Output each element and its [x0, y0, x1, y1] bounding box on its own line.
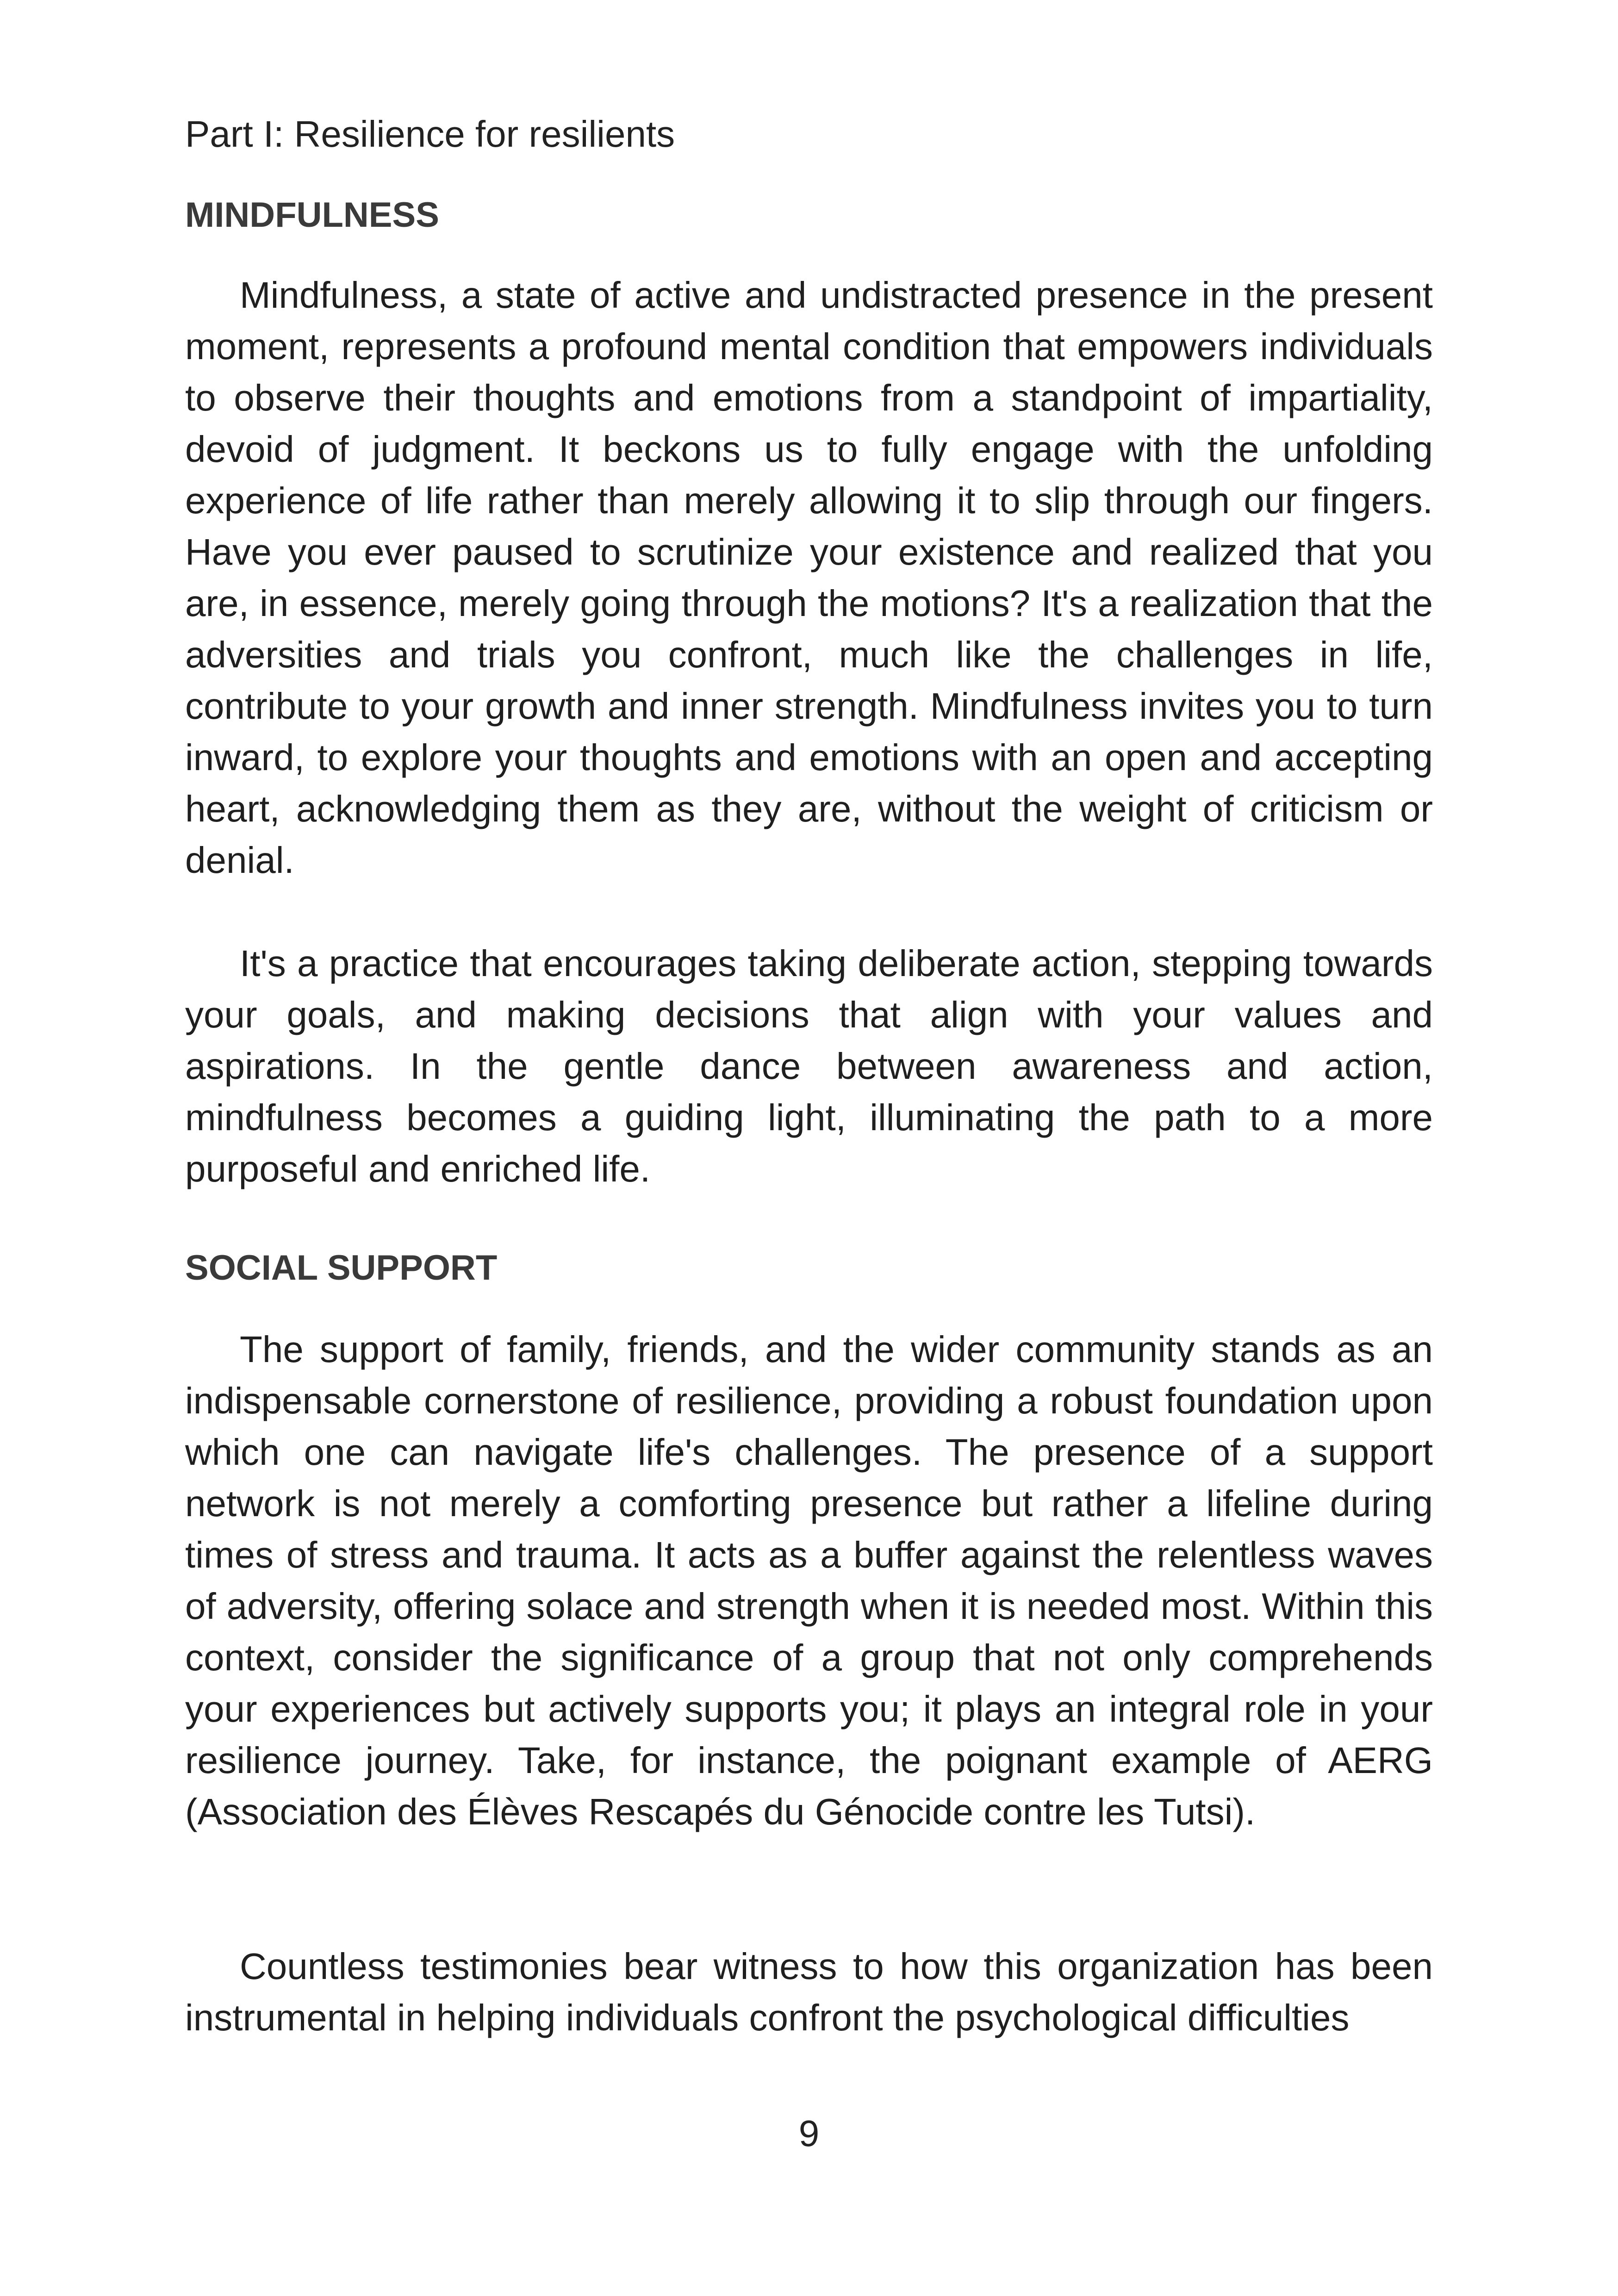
paragraph-mindfulness-1: Mindfulness, a state of active and undistracted presence in the present moment, represents a profound mental condition that empowers individuals to observe their thoughts and emotions from a standpoint of impartiality, devoid of judgment. It beckons us to fully engage with the unfolding experience of life rather than merely allowing it to slip through our fingers. Have you ever paused to scrutinize your existence and realized that you are, in essence, merely going through the motions? It's a realization that the adversities and trials you confront, much like the challenges in life, contribute to your growth and inner strength. Mindfulness invites you to turn inward, to explore your thoughts and emotions with an open and accepting heart, acknowledging them as they are, without the weight of criticism or denial.	[185, 274, 1433, 881]
section-heading-mindfulness: MINDFULNESS	[185, 195, 439, 235]
section-heading-social-support: SOCIAL SUPPORT	[185, 1248, 498, 1288]
paragraph-social-support-2: Countless testimonies bear witness to how this organization has been instrumental in helping individuals confront the psychological difficulties	[185, 1946, 1433, 2038]
paragraph-mindfulness-2: It's a practice that encourages taking deliberate action, stepping towards your goals, and making decisions that align with your values and aspirations. In the gentle dance between awareness and action, mindfulness becomes a guiding light, illuminating the path to a more purposeful and enriched life.	[185, 943, 1433, 1189]
running-head: Part I: Resilience for resilients	[185, 113, 675, 155]
paragraph-social-support-1: The support of family, friends, and the wider community stands as an indispensable cornerstone of resilience, providing a robust foundation upon which one can navigate life's challenges. The presence of a support network is not merely a comforting presence but rather a lifeline during times of stress and trauma. It acts as a buffer against the relentless waves of adversity, offering solace and strength when it is needed most. Within this context, consider the significance of a group that not only comprehends your experiences but actively supports you; it plays an integral role in your resilience journey. Take, for instance, the poignant example of AERG (Association des Élèves Rescapés du Génocide contre les Tutsi).	[185, 1329, 1433, 1832]
page-number: 9	[798, 2113, 820, 2154]
